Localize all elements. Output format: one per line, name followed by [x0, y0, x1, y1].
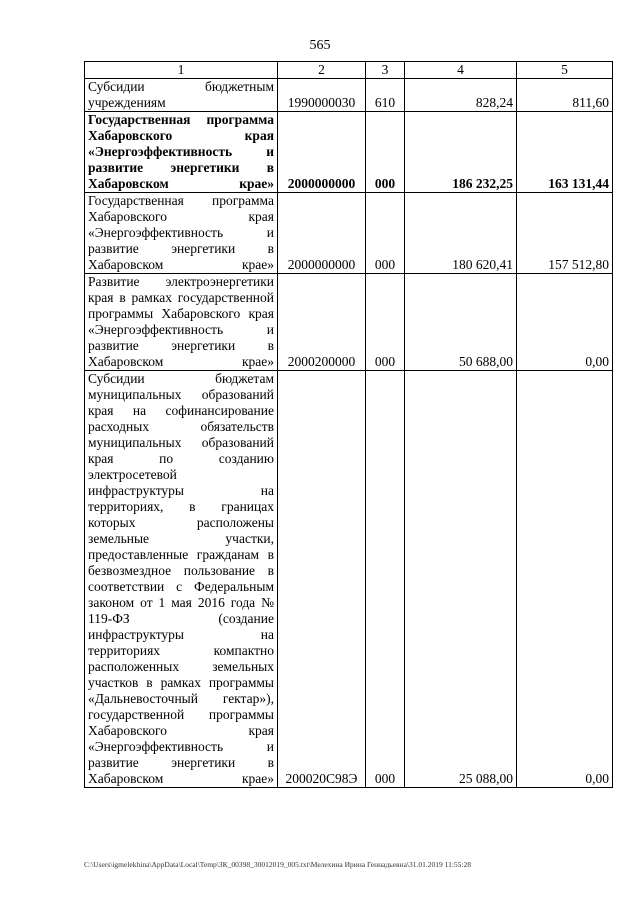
row-code: 1990000030 [278, 79, 366, 112]
row-sum-2: 163 131,44 [517, 112, 613, 193]
table-body [85, 79, 613, 788]
table-row [85, 193, 613, 274]
header-col-1: 1 [85, 62, 278, 79]
row-sum-1: 25 088,00 [405, 371, 517, 788]
header-row [85, 62, 613, 79]
table-row [85, 79, 613, 112]
page-number: 565 [309, 38, 331, 53]
row-name: Государственная программа Хабаровского края «Энергоэффективность и развитие энергетики в Хабаровском крае» [85, 193, 278, 274]
row-name: Субсидии бюджетам муниципальных образований края на софинансирование расходных обязательств муниципальных образований края по созданию электросетевой инфраструктуры на территориях, в границах которых расположены земельные участки, предоставленные гражданам в безвозмездное пользование в соответствии с Федеральным законом от 1 мая 2016 года № 119-ФЗ (создание инфраструктуры на территориях компактно расположенных земельных участков в рамках программы «Дальневосточный гектар»), государственной программы Хабаровского края «Энергоэффективность и развитие энергетики в Хабаровском крае» [85, 371, 278, 788]
header-col-4: 4 [405, 62, 517, 79]
header-col-2: 2 [278, 62, 366, 79]
row-name: Развитие электроэнергетики края в рамках государственной программы Хабаровского края «Энергоэффективность и развитие энергетики в Хабаровском крае» [85, 274, 278, 371]
row-code: 2000000000 [278, 193, 366, 274]
file-path-footer: C:\Users\igmelekhina\AppData\Local\Temp\ЗК_00398_30012019_005.txt\Мелехина Ирина Геннадьевна\31.01.2019 11:55:28 [84, 860, 471, 869]
row-sum-1: 50 688,00 [405, 274, 517, 371]
header-col-3: 3 [366, 62, 405, 79]
row-code: 200020С98Э [278, 371, 366, 788]
row-kvr: 000 [366, 193, 405, 274]
table-header [85, 62, 613, 79]
row-name: Субсидии бюджетным учреждениям [85, 79, 278, 112]
row-sum-2: 0,00 [517, 371, 613, 788]
row-kvr: 610 [366, 79, 405, 112]
row-kvr: 000 [366, 112, 405, 193]
table-row [85, 112, 613, 193]
row-name: Государственная программа Хабаровского края «Энергоэффективность и развитие энергетики в Хабаровском крае» [85, 112, 278, 193]
header-col-5: 5 [517, 62, 613, 79]
row-sum-2: 0,00 [517, 274, 613, 371]
table-row [85, 274, 613, 371]
row-kvr: 000 [366, 274, 405, 371]
row-kvr: 000 [366, 371, 405, 788]
row-sum-2: 811,60 [517, 79, 613, 112]
row-code: 2000200000 [278, 274, 366, 371]
row-sum-1: 186 232,25 [405, 112, 517, 193]
row-code: 2000000000 [278, 112, 366, 193]
row-sum-2: 157 512,80 [517, 193, 613, 274]
budget-table [84, 61, 613, 788]
row-sum-1: 180 620,41 [405, 193, 517, 274]
table-row [85, 371, 613, 788]
row-sum-1: 828,24 [405, 79, 517, 112]
